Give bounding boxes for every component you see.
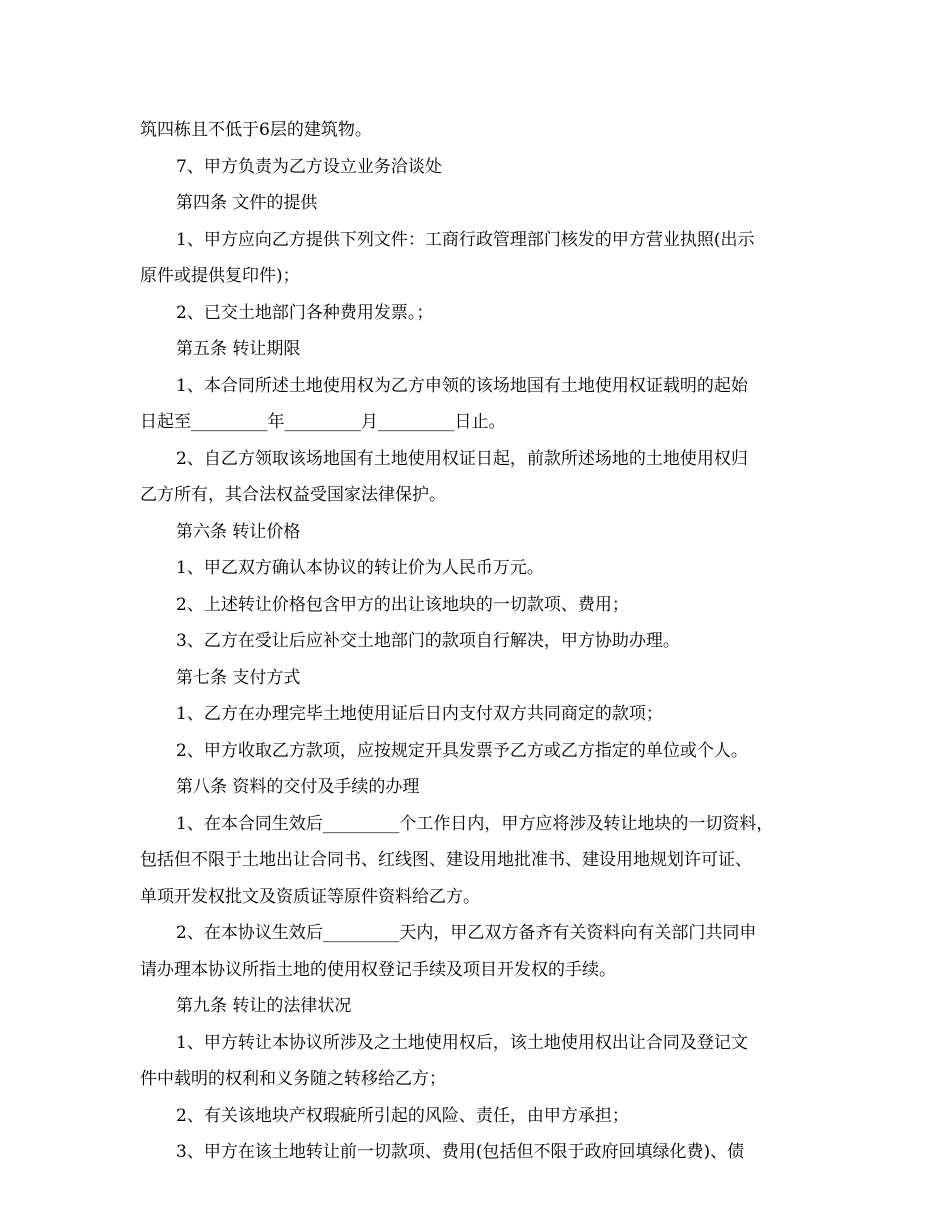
text-line: 1、甲方应向乙方提供下列文件：工商行政管理部门核发的甲方营业执照(出示	[176, 230, 755, 250]
section-heading: 第四条 文件的提供	[176, 193, 318, 213]
text-line: 2、甲方收取乙方款项，应按规定开具发票予乙方或乙方指定的单位或个人。	[176, 741, 748, 761]
section-heading: 第八条 资料的交付及手续的办理	[176, 777, 420, 797]
text-line: 1、在本合同生效后_________个工作日内，甲方应将涉及转让地块的一切资料，	[176, 814, 774, 834]
text-line: 1、本合同所述土地使用权为乙方申领的该场地国有土地使用权证载明的起始	[176, 376, 748, 396]
text-line: 单项开发权批文及资质证等原件资料给乙方。	[140, 887, 480, 907]
text-line: 包括但不限于土地出让合同书、红线图、建设用地批准书、建设用地规划许可证、	[140, 850, 752, 870]
text-line: 1、甲乙双方确认本协议的转让价为人民币万元。	[176, 558, 544, 578]
text-line: 件中载明的权利和义务随之转移给乙方；	[140, 1069, 446, 1089]
section-heading: 第七条 支付方式	[176, 668, 301, 688]
section-heading: 第九条 转让的法律状况	[176, 996, 352, 1016]
text-line: 日起至_________年_________月_________日止。	[140, 412, 506, 432]
text-line: 原件或提供复印件)；	[140, 266, 300, 286]
text-line: 7、甲方负责为乙方设立业务洽谈处	[176, 157, 442, 177]
section-heading: 第六条 转让价格	[176, 522, 301, 542]
text-line: 1、乙方在办理完毕土地使用证后日内支付双方共同商定的款项；	[176, 704, 663, 724]
text-line: 请办理本协议所指土地的使用权登记手续及项目开发权的手续。	[140, 960, 616, 980]
text-line: 3、甲方在该土地转让前一切款项、费用(包括但不限于政府回填绿化费)、债	[176, 1142, 745, 1162]
text-line: 2、上述转让价格包含甲方的出让该地块的一切款项、费用；	[176, 595, 629, 615]
text-line: 2、有关该地块产权瑕疵所引起的风险、责任，由甲方承担；	[176, 1106, 629, 1126]
text-line: 2、在本协议生效后_________天内，甲乙双方备齐有关资料向有关部门共同申	[176, 923, 757, 943]
text-line: 1、甲方转让本协议所涉及之土地使用权后，该土地使用权出让合同及登记文	[176, 1033, 748, 1053]
section-heading: 第五条 转让期限	[176, 339, 301, 359]
text-line: 2、已交土地部门各种费用发票。；	[176, 303, 434, 323]
text-line: 3、乙方在受让后应补交土地部门的款项自行解决，甲方协助办理。	[176, 631, 680, 651]
text-line: 乙方所有，其合法权益受国家法律保护。	[140, 485, 446, 505]
text-line: 筑四栋且不低于6层的建筑物。	[140, 120, 372, 140]
text-line: 2、自乙方领取该场地国有土地使用权证日起，前款所述场地的土地使用权归	[176, 449, 748, 469]
